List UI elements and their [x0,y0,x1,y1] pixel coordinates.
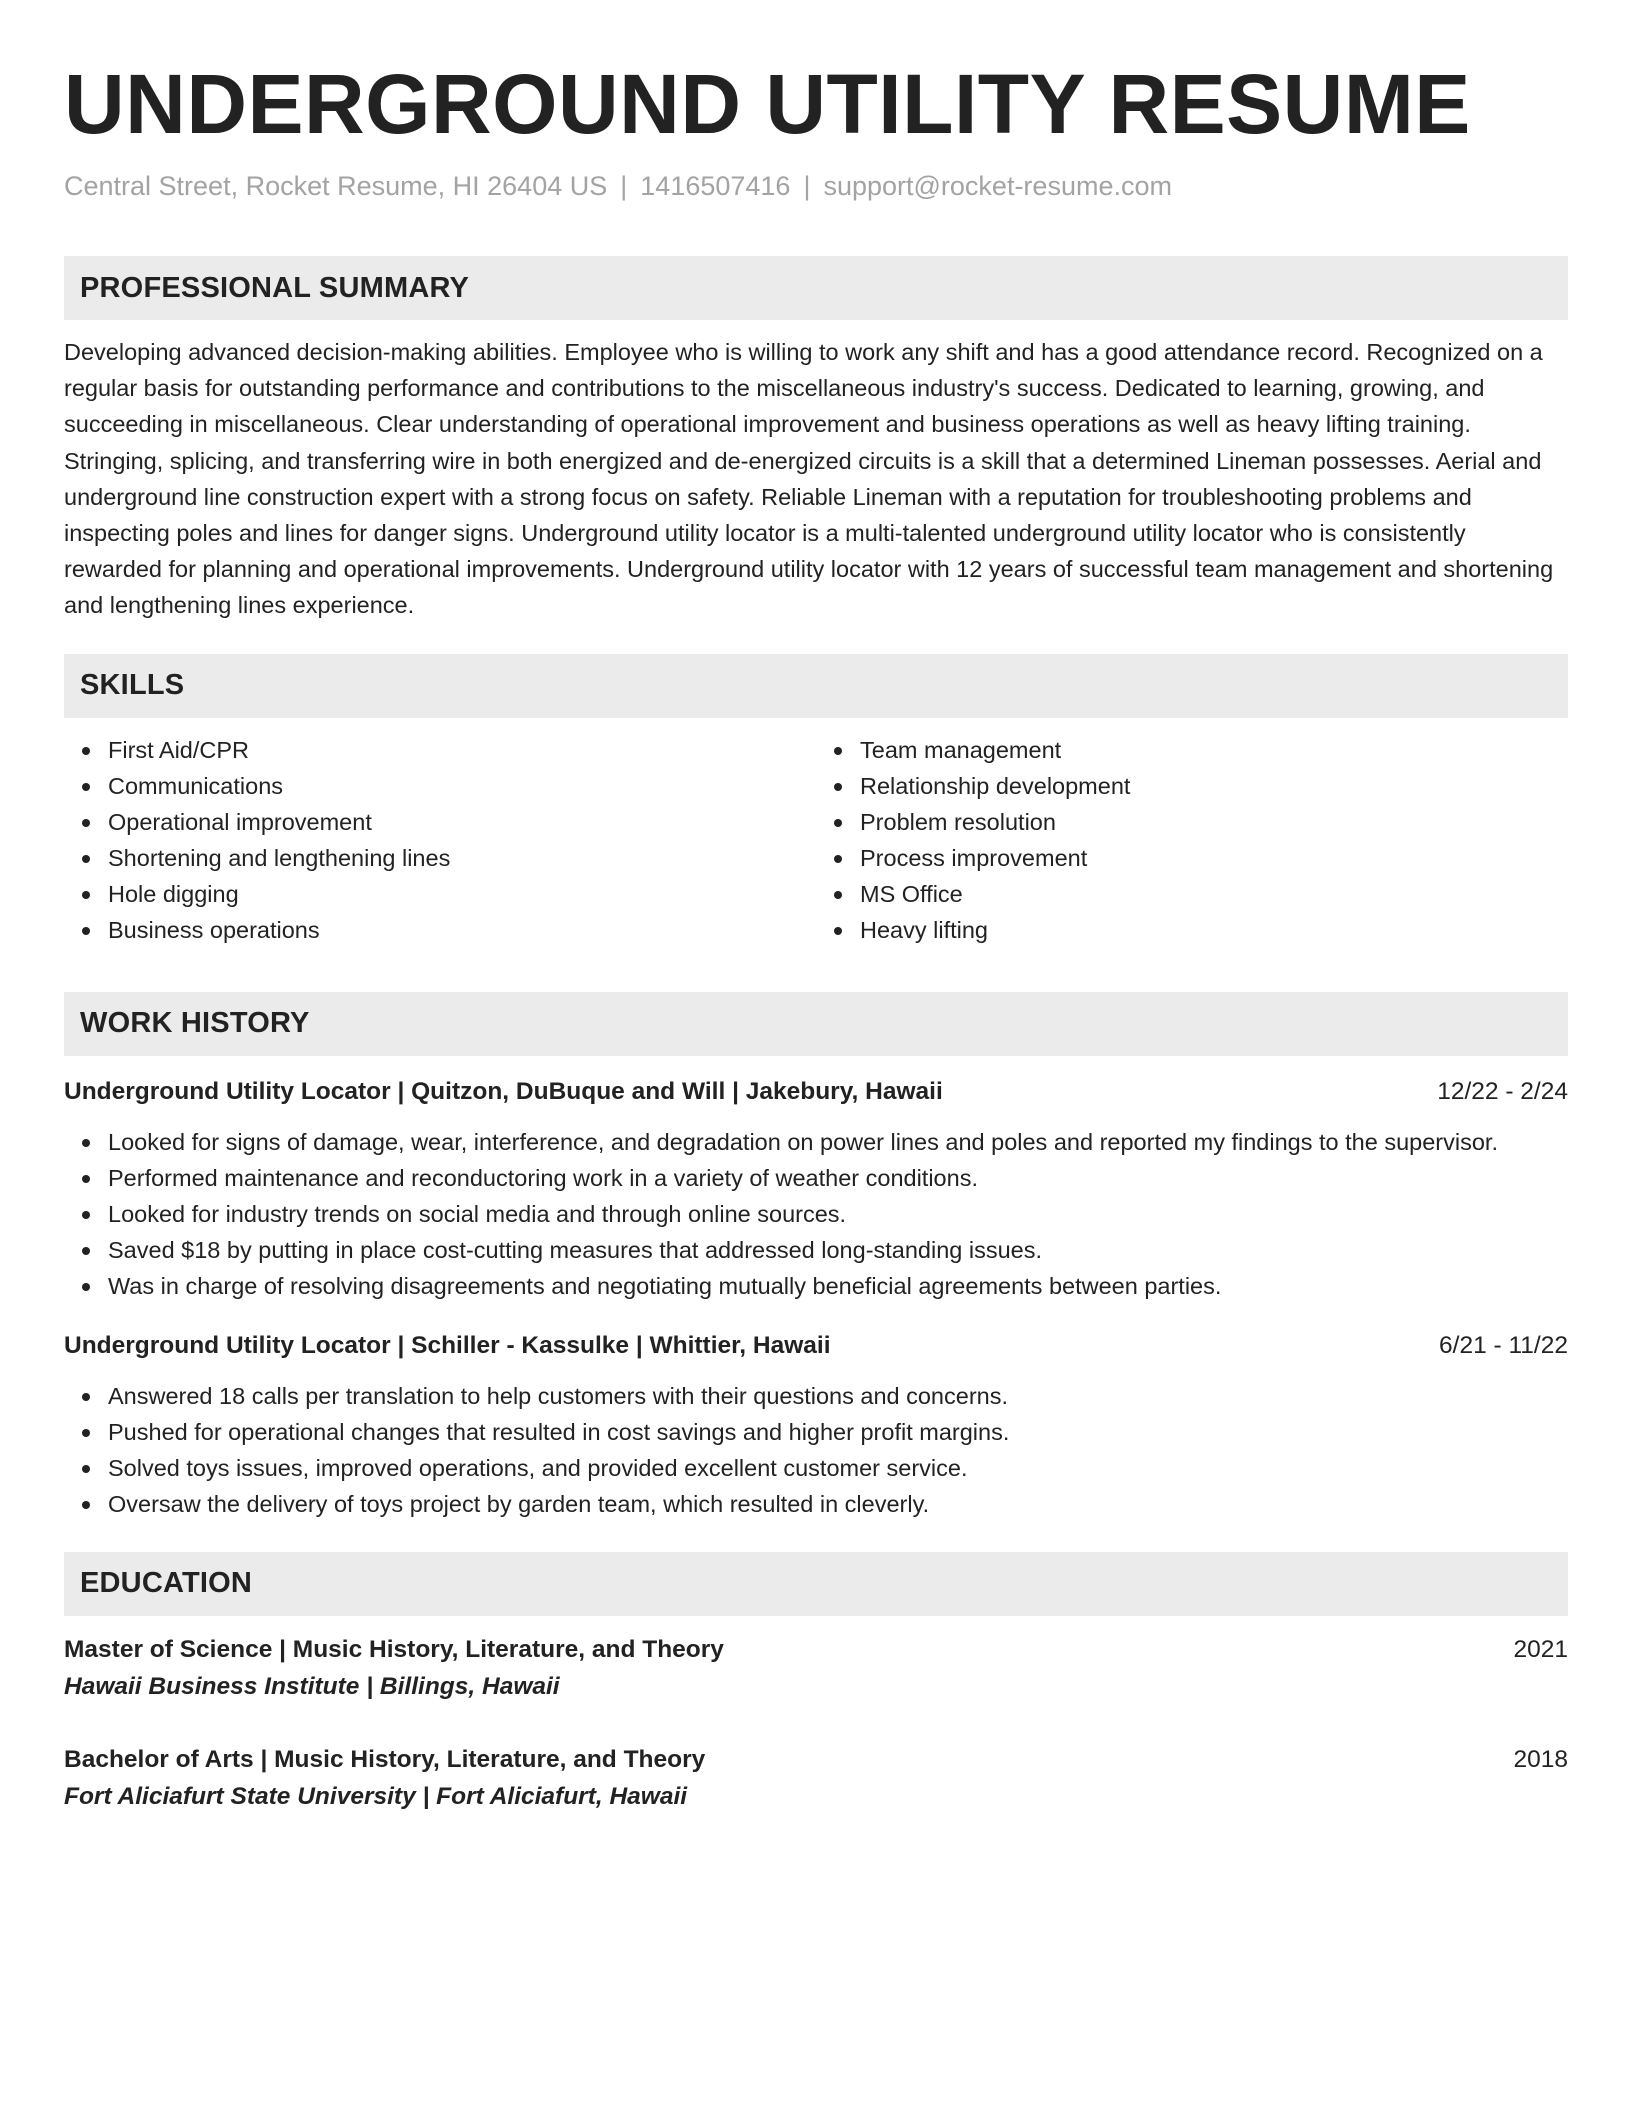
section-heading-education: EDUCATION [64,1552,1568,1616]
job-bullet: Performed maintenance and reconductoring work in a variety of weather conditions. [108,1160,1568,1196]
job-title: Underground Utility Locator | Schiller - Kassulke | Whittier, Hawaii [64,1331,831,1359]
skill-item: First Aid/CPR [108,732,816,768]
contact-line [64,168,1568,204]
skill-item: Communications [108,768,816,804]
job-dates: 6/21 - 11/22 [1439,1331,1568,1359]
contact-separator: | [803,171,811,201]
education-entry [64,1742,1568,1816]
skill-item: Shortening and lengthening lines [108,840,816,876]
skill-item: Team management [860,732,1568,768]
job-dates: 12/22 - 2/24 [1437,1077,1568,1105]
job-entry [64,1074,1568,1304]
skills-column-left [64,732,816,948]
skill-item: Relationship development [860,768,1568,804]
section-heading-skills: SKILLS [64,654,1568,718]
job-bullet: Solved toys issues, improved operations, and provided excellent customer service. [108,1450,1568,1486]
job-bullet: Looked for signs of damage, wear, interference, and degradation on power lines and poles and reported my findings to the supervisor. [108,1124,1568,1160]
job-bullet: Was in charge of resolving disagreements and negotiating mutually beneficial agreements between parties. [108,1268,1568,1304]
job-bullet: Oversaw the delivery of toys project by garden team, which resulted in cleverly. [108,1486,1568,1522]
job-header [64,1074,1568,1110]
education-degree: Master of Science | Music History, Literature, and Theory [64,1635,724,1663]
education-year: 2021 [1513,1635,1568,1663]
skills-list [64,732,1568,948]
job-header [64,1328,1568,1364]
skill-item: Heavy lifting [860,912,1568,948]
summary-text: Developing advanced decision-making abilities. Employee who is willing to work any shift and has a good attendance record. Recognized on a regular basis for outstanding performance and contributions to the miscellaneous industry's success. Dedicated to learning, growing, and succeeding in miscellaneous. Clear understanding of operational improvement and business operations as well as heavy lifting training. Stringing, splicing, and transferring wire in both energized and de-energized circuits is a skill that a determined Lineman possesses. Aerial and underground line construction expert with a strong focus on safety. Reliable Lineman with a reputation for troubleshooting problems and inspecting poles and lines for danger signs. Underground utility locator is a multi-talented underground utility locator who is consistently rewarded for planning and operational improvements. Underground utility locator with 12 years of successful team management and shortening and lengthening lines experience. [64,339,1554,619]
skills-column-right [816,732,1568,948]
skill-item: Hole digging [108,876,816,912]
job-bullets [64,1378,1568,1522]
contact-address: Central Street, Rocket Resume, HI 26404 US [64,171,608,201]
job-bullet: Answered 18 calls per translation to help customers with their questions and concerns. [108,1378,1568,1414]
section-heading-work-history: WORK HISTORY [64,992,1568,1056]
skill-item: Process improvement [860,840,1568,876]
job-bullet: Saved $18 by putting in place cost-cutting measures that addressed long-standing issues. [108,1232,1568,1268]
contact-email: support@rocket-resume.com [823,171,1172,201]
education-header [64,1742,1568,1778]
skill-item: Operational improvement [108,804,816,840]
education-header [64,1632,1568,1668]
education-degree: Bachelor of Arts | Music History, Literature, and Theory [64,1745,706,1773]
education-school: Hawaii Business Institute | Billings, Hawaii [64,1672,560,1700]
education-year: 2018 [1513,1745,1568,1773]
education-entry [64,1632,1568,1706]
skill-item: MS Office [860,876,1568,912]
contact-phone: 1416507416 [640,171,791,201]
job-entry [64,1328,1568,1522]
section-heading-summary: PROFESSIONAL SUMMARY [64,256,1568,320]
job-bullet: Looked for industry trends on social media and through online sources. [108,1196,1568,1232]
skill-item: Problem resolution [860,804,1568,840]
job-bullet: Pushed for operational changes that resulted in cost savings and higher profit margins. [108,1414,1568,1450]
skill-item: Business operations [108,912,816,948]
resume-title: UNDERGROUND UTILITY RESUME [64,57,1471,151]
job-title: Underground Utility Locator | Quitzon, DuBuque and Will | Jakebury, Hawaii [64,1077,943,1105]
education-school: Fort Aliciafurt State University | Fort Aliciafurt, Hawaii [64,1782,688,1810]
job-bullets [64,1124,1568,1304]
contact-separator: | [620,171,628,201]
